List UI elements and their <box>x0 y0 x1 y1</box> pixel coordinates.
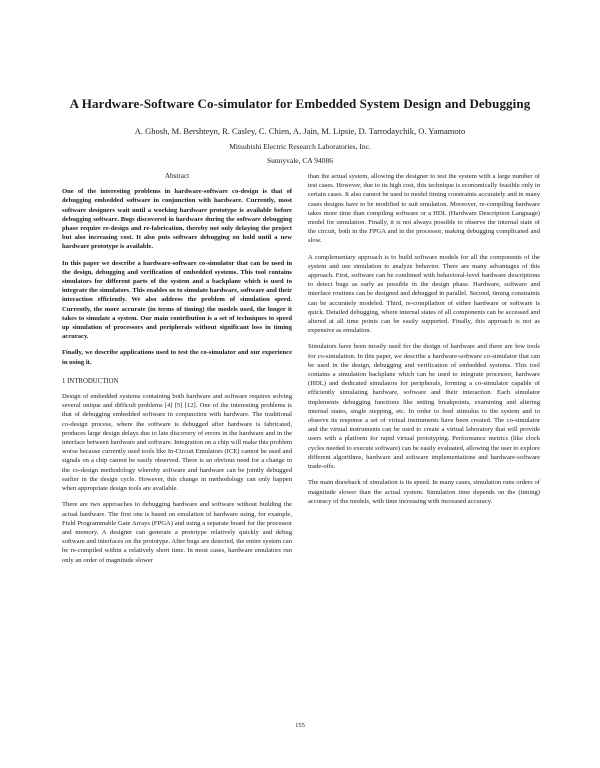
right-column <box>308 172 540 513</box>
abstract <box>62 187 292 367</box>
authors: A. Ghosh, M. Bershteyn, R. Casley, C. Chien, A. Jain, M. Lipsie, D. Tarrodaychik, O. Yamamoto <box>134 126 466 136</box>
abstract-paragraph: Finally, we describe applications used to test the co-simulator and our experience in using it. <box>62 349 292 366</box>
affiliation: Mitsubishi Electric Research Laboratories, Inc. <box>229 142 371 151</box>
body-paragraph: Design of embedded systems containing both hardware and software requires solving several unique and difficult problems [4] [5] [12]. One of the interesting problems is that of debugging embedded software in conjunction with hardware. The traditional co-design process, where the software is debugged after hardware is fabricated, produces large design delays due to late discovery of errors in the hardware and in the interface between hardware and software. Integration on a chip will make this problem worse because currently used tools like In-Circuit Emulators (ICE) cannot be used and signals on a chip cannot be easily observed. There is an obvious need for a change in the co-design methodology whereby software and hardware can be jointly debugged earlier in the design cycle. However, this change in methodology can only happen when appropriate design tools are available. <box>62 393 292 493</box>
left-column <box>62 172 292 572</box>
body-paragraph: The main drawback of simulation is its speed. In many cases, simulation runs orders of magnitude slower than the actual system. Simulation time depends on the (timing) accuracy of the models, with time increasing with increased accuracy. <box>308 479 540 505</box>
page-number: 155 <box>295 722 305 729</box>
body-paragraph: than the actual system, allowing the designer to test the system with a large number of test cases. However, due to its high cost, this technique is economically feasible only in certain cases. It also cannot be used to model timing constraints accurately and in many cases designs have to be modified to suit emulation. Moreover, re-compiling hardware takes more time than compiling software or a HDL (Hardware Description Language) model for simulation. Finally, it is not always possible to observe the internal state of the circuit, both in the FPGA and in the processor, making debugging complicated and slow. <box>308 173 540 245</box>
abstract-heading: Abstract <box>164 172 190 180</box>
body-paragraph: There are two approaches to debugging hardware and software without building the actual hardware. The first one is based on emulation of hardware using, for example, Field Programmable Gate Arrays (FPGA) and using a separate board for the processor and memory. A designer can generate a prototype relatively quickly and debug software and interfaces on the prototype. After bugs are detected, the entire system can be re-compiled within a relatively short time. In most cases, hardware emulators run only an order of magnitude slower <box>62 501 292 564</box>
body-paragraph: Simulators have been mostly used for the design of hardware and there are few tools for co-simulation. In this paper, we describe a hardware-software co-simulator that can be used in the design, debugging and verification of embedded systems. This tool contains a simulation backplane which can be used to integrate processor, hardware (HDL) and dedicated simulators for peripherals, forming a co-simulator capable of efficiently simulating hardware, software and their interaction. Each simulator implements debugging functions like setting breakpoints, examining and altering internal states, single stepping, etc. In order to feed stimulus to the system and to observe its response a set of virtual instruments have been created. The co-simulator and the virtual instruments can be used to create a virtual laboratory that will provide users with a platform for rapid virtual prototyping. Performance metrics (like clock cycles needed to execute software) can be easily evaluated, allowing the user to explore different algorithms, hardware and software implementations and hardware-software trade-offs. <box>308 343 540 471</box>
paper-title: A Hardware-Software Co-simulator for Embedded System Design and Debugging <box>69 96 531 111</box>
section-heading-introduction: 1 INTRODUCTION <box>62 377 119 385</box>
abstract-paragraph: In this paper we describe a hardware-software co-simulator that can be used in the design, debugging and verification of embedded systems. This tool contains simulators for different parts of the system and a backplane which is used to integrate the simulators. This enables us to simulate hardware, software and their interaction efficiently. We also address the problem of simulation speed. Currently, the more accurate (in terms of timing) the models used, the longer it takes to simulate a system. Our main contribution is a set of techniques to speed up simulation of processors and peripherals without significant loss in timing accuracy. <box>62 259 292 341</box>
location: Sunnyvale, CA 94086 <box>266 156 334 165</box>
abstract-paragraph: One of the interesting problems in hardware-software co-design is that of debugging embedded software in conjunction with hardware. Currently, most software designers wait until a working hardware prototype is available before debugging software. Bugs discovered in hardware during the software debugging phase require re-design and re-fabrication, thereby not only delaying the project but also increasing cost. It also puts software debugging on hold until a new hardware prototype is available. <box>62 188 292 251</box>
body-paragraph: A complementary approach is to build software models for all the components of the system and use simulation to analyze behavior. There are many advantages of this approach. First, software can be combined with behavioral-level hardware descriptions to detect bugs as early as possible in the design phase. Hardware, software and interface routines can be designed and debugged in parallel. Second, timing constraints can be accurately modeled. Third, re-compilation of either hardware or software is quick. Detailed debugging, where internal states of all components can be accessed and altered at all time points can be easily supported. Finally, this approach is not as expensive as emulation. <box>308 253 540 335</box>
